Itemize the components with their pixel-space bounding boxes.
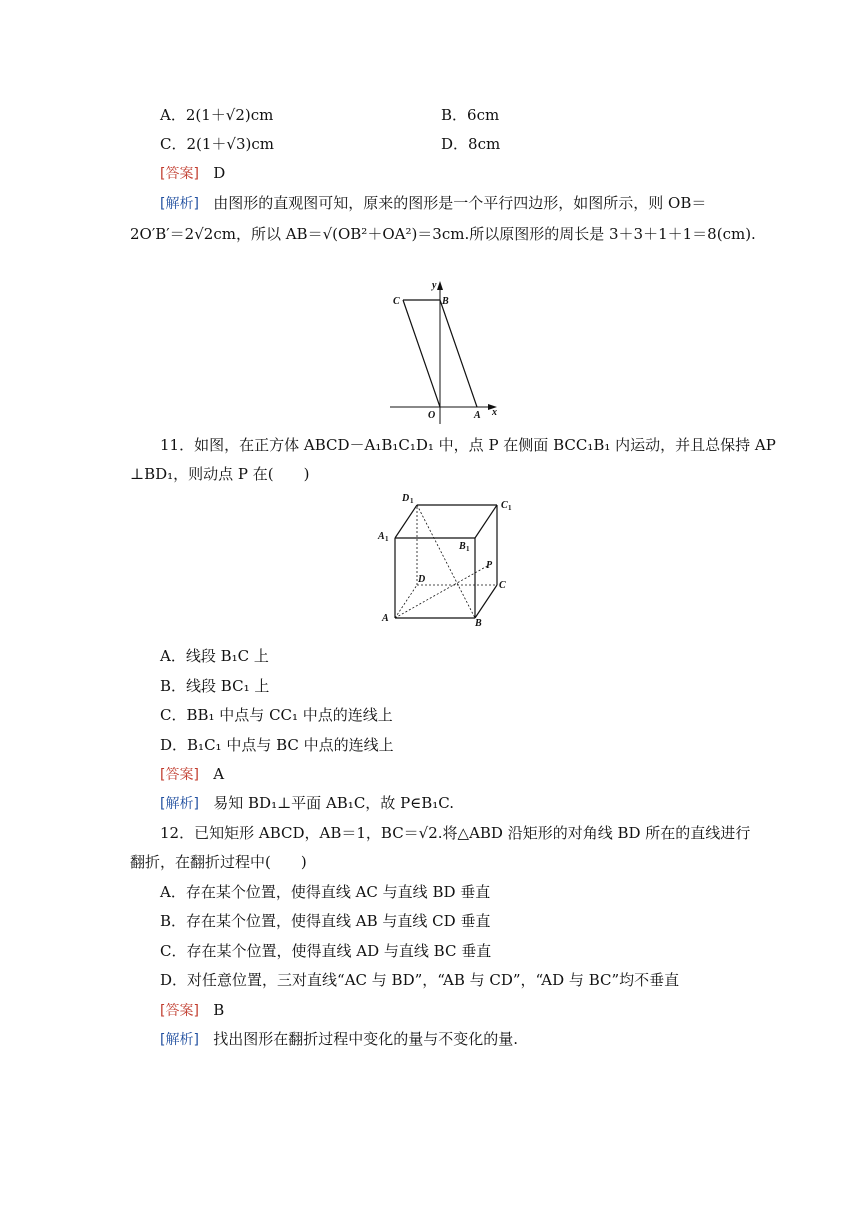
q11-stem-line1: 11．如图，在正方体 ABCD－A₁B₁C₁D₁ 中，点 P 在侧面 BCC₁B₁ 内运动，并且总保持 AP (160, 436, 776, 454)
label-D1-sub: 1 (410, 497, 414, 505)
label-C: C (499, 580, 506, 591)
q12-option-a: A．存在某个位置，使得直线 AC 与直线 BD 垂直 (160, 883, 491, 901)
q11-cube-figure (375, 488, 525, 628)
q10-option-a: A．2(1＋√2)cm (160, 106, 274, 124)
edge-B1C1 (475, 505, 497, 538)
analysis-tag: [解析] (160, 1032, 199, 1048)
label-A1: A (378, 531, 385, 542)
label-C1: C (501, 500, 508, 511)
q10-option-d: D．8cm (441, 135, 501, 153)
q11-analysis-row (160, 793, 454, 814)
q10-option-c: C．2(1＋√3)cm (160, 135, 274, 153)
edge-AD-hidden (395, 585, 417, 618)
label-A: A (474, 410, 481, 421)
q12-stem-line2: 翻折，在翻折过程中( ) (130, 853, 307, 871)
q10-answer-row (160, 163, 225, 184)
side-BA (440, 300, 477, 407)
label-B: B (475, 618, 482, 628)
q11-stem-line2: ⊥BD₁，则动点 P 在( ) (130, 465, 310, 483)
label-O: O (428, 410, 436, 421)
q11-option-b: B．线段 BC₁ 上 (160, 677, 270, 695)
side-CO (403, 300, 440, 407)
q11-option-c: C．BB₁ 中点与 CC₁ 中点的连线上 (160, 706, 393, 724)
analysis-text: 由图形的直观图可知，原来的图形是一个平行四边形，如图所示，则 OB＝ (213, 194, 707, 212)
y-axis-arrow (437, 281, 443, 290)
answer-value: D (213, 164, 226, 182)
answer-value: B (213, 1001, 225, 1019)
label-x: x (492, 407, 497, 418)
answer-tag: [答案] (160, 767, 199, 783)
answer-tag: [答案] (160, 166, 199, 182)
q10-analysis-line2: 2O′B′＝2√2cm，所以 AB＝√(OB²＋OA²)＝3cm.所以原图形的周长是 3＋3＋1＋1＝8(cm). (130, 225, 756, 243)
label-B: B (442, 296, 449, 307)
label-D: D (418, 574, 426, 585)
label-B1: B (459, 541, 466, 552)
analysis-text: 找出图形在翻折过程中变化的量与不变化的量. (213, 1030, 519, 1048)
q11-option-d: D．B₁C₁ 中点与 BC 中点的连线上 (160, 736, 394, 754)
q12-analysis-row (160, 1029, 518, 1050)
analysis-tag: [解析] (160, 796, 199, 812)
label-C: C (393, 296, 400, 307)
label-P: P (486, 560, 493, 571)
label-D1: D (402, 493, 410, 504)
label-A1-sub: 1 (385, 535, 389, 543)
q12-answer-row (160, 1000, 224, 1021)
q12-option-c: C．存在某个位置，使得直线 AD 与直线 BC 垂直 (160, 942, 492, 960)
q11-answer-row (160, 764, 224, 785)
diagonal-BD1 (417, 505, 475, 618)
answer-tag: [答案] (160, 1003, 199, 1019)
edge-A1D1 (395, 505, 417, 538)
q11-option-a: A．线段 B₁C 上 (160, 647, 269, 665)
label-B1-sub: 1 (466, 545, 470, 553)
label-A: A (382, 613, 389, 624)
analysis-tag: [解析] (160, 196, 199, 212)
answer-value: A (213, 765, 225, 783)
edge-BC (475, 585, 497, 618)
analysis-text: 易知 BD₁⊥平面 AB₁C，故 P∈B₁C. (213, 794, 455, 812)
label-C1-sub: 1 (508, 504, 512, 512)
label-y: y (432, 280, 437, 291)
q12-stem-line1: 12．已知矩形 ABCD，AB＝1，BC＝√2.将△ABD 沿矩形的对角线 BD 所在的直线进行 (160, 824, 751, 842)
q10-option-b: B．6cm (441, 106, 500, 124)
q10-analysis-line1 (160, 193, 706, 214)
q12-option-d: D．对任意位置，三对直线“AC 与 BD”，“AB 与 CD”，“AD 与 BC”均不垂直 (160, 971, 680, 989)
q12-option-b: B．存在某个位置，使得直线 AB 与直线 CD 垂直 (160, 912, 491, 930)
q10-parallelogram-figure (380, 276, 510, 426)
